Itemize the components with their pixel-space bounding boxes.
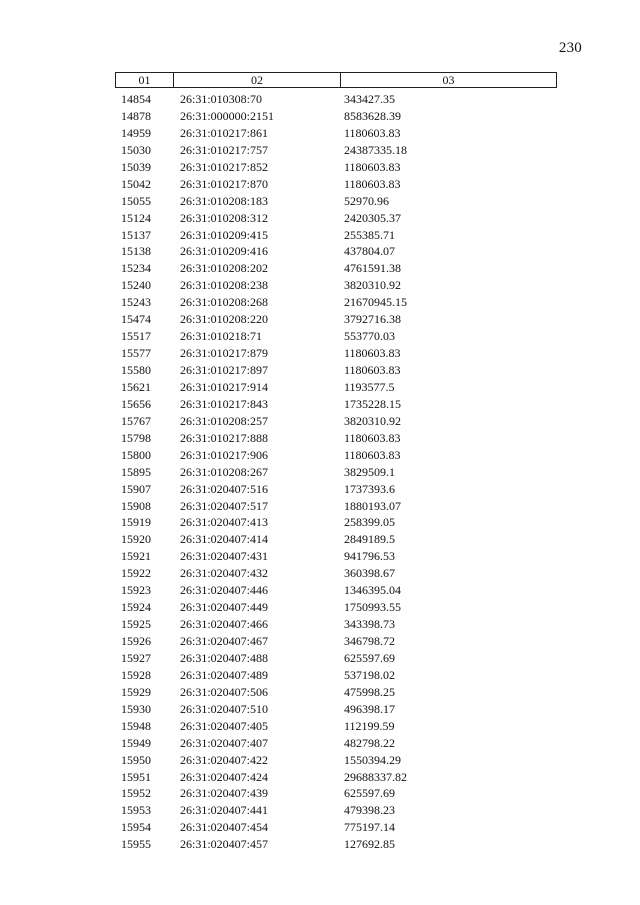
cadastral-number-cell: 26:31:020407:431	[180, 549, 269, 564]
value-cell: 24387335.18	[344, 142, 407, 157]
table-body	[115, 88, 557, 853]
value-cell: 479398.23	[344, 803, 395, 818]
cadastral-number-cell: 26:31:010217:870	[180, 176, 269, 191]
value-cell: 3829509.1	[344, 464, 395, 479]
table-row	[115, 616, 557, 633]
cadastral-number-cell: 26:31:010208:202	[180, 261, 269, 276]
value-cell: 112199.59	[344, 718, 395, 733]
value-cell: 1550394.29	[344, 752, 401, 767]
row-id-cell: 15951	[121, 769, 151, 784]
table-row	[115, 718, 557, 735]
cadastral-number-cell: 26:31:020407:467	[180, 634, 269, 648]
cadastral-number-cell: 26:31:010208:257	[180, 413, 269, 428]
value-cell: 625597.69	[344, 650, 395, 665]
table-row	[115, 243, 557, 260]
value-cell: 3792716.38	[344, 312, 401, 327]
value-cell: 343427.35	[344, 92, 395, 106]
row-id-cell: 15240	[121, 278, 151, 293]
row-id-cell: 15234	[121, 261, 151, 276]
value-cell: 625597.69	[344, 786, 395, 801]
page-number: 230	[558, 40, 582, 56]
value-cell: 1346395.04	[344, 583, 401, 598]
value-cell: 941796.53	[344, 549, 395, 564]
row-id-cell: 15926	[121, 634, 151, 648]
row-id-cell: 14959	[121, 125, 151, 140]
value-cell: 1737393.6	[344, 481, 395, 496]
value-cell: 437804.07	[344, 244, 395, 259]
table-row	[115, 498, 557, 515]
cadastral-number-cell: 26:31:010308:70	[180, 92, 263, 106]
table-row	[115, 277, 557, 294]
row-id-cell: 15920	[121, 532, 151, 547]
row-id-cell: 15039	[121, 159, 151, 174]
value-cell: 1180603.83	[344, 346, 401, 361]
cadastral-number-cell: 26:31:020407:488	[180, 650, 269, 665]
table-row	[115, 430, 557, 447]
cadastral-number-cell: 26:31:010208:183	[180, 193, 269, 208]
value-cell: 475998.25	[344, 684, 395, 699]
value-cell: 482798.22	[344, 735, 395, 750]
table-row	[115, 802, 557, 819]
row-id-cell: 15921	[121, 549, 151, 564]
row-id-cell: 15798	[121, 430, 151, 445]
table-row	[115, 447, 557, 464]
cadastral-number-cell: 26:31:010208:267	[180, 464, 269, 479]
cadastral-number-cell: 26:31:020407:489	[180, 667, 269, 682]
table-row	[115, 311, 557, 328]
cadastral-number-cell: 26:31:010208:312	[180, 210, 269, 225]
row-id-cell: 15577	[121, 346, 151, 361]
cadastral-number-cell: 26:31:020407:405	[180, 718, 269, 733]
table-row	[115, 227, 557, 244]
table-row	[115, 142, 557, 159]
table-row	[115, 108, 557, 125]
value-cell: 255385.71	[344, 227, 395, 242]
cadastral-number-cell: 26:31:010217:906	[180, 447, 269, 462]
table-row	[115, 260, 557, 277]
table-row	[115, 684, 557, 701]
cadastral-number-cell: 26:31:000000:2151	[180, 108, 275, 123]
row-id-cell: 15517	[121, 329, 151, 344]
table-row	[115, 701, 557, 718]
table-row	[115, 752, 557, 769]
value-cell: 1180603.83	[344, 159, 401, 174]
value-cell: 1180603.83	[344, 447, 401, 462]
cadastral-number-cell: 26:31:020407:466	[180, 617, 269, 632]
value-cell: 258399.05	[344, 515, 395, 530]
row-id-cell: 15800	[121, 447, 151, 462]
row-id-cell: 15930	[121, 701, 151, 716]
cadastral-number-cell: 26:31:010217:852	[180, 159, 269, 174]
cadastral-number-cell: 26:31:010217:843	[180, 396, 269, 411]
cadastral-number-cell: 26:31:020407:441	[180, 803, 269, 818]
row-id-cell: 15955	[121, 837, 151, 852]
row-id-cell: 15908	[121, 498, 151, 513]
cadastral-number-cell: 26:31:020407:516	[180, 481, 269, 496]
row-id-cell: 14878	[121, 108, 151, 123]
table-row	[115, 328, 557, 345]
cadastral-number-cell: 26:31:020407:422	[180, 752, 269, 767]
cadastral-number-cell: 26:31:020407:457	[180, 837, 269, 852]
value-cell: 1180603.83	[344, 125, 401, 140]
cadastral-number-cell: 26:31:020407:413	[180, 515, 269, 530]
cadastral-number-cell: 26:31:010208:268	[180, 295, 269, 310]
column-header-03: 03	[442, 73, 455, 87]
table-row	[115, 514, 557, 531]
table-row	[115, 413, 557, 430]
row-id-cell: 15621	[121, 379, 151, 394]
column-header-01: 01	[116, 73, 174, 87]
value-cell: 8583628.39	[344, 108, 401, 123]
table-row	[115, 176, 557, 193]
table-row	[115, 481, 557, 498]
cadastral-number-cell: 26:31:010209:416	[180, 244, 269, 259]
row-id-cell: 15137	[121, 227, 151, 242]
table-row	[115, 464, 557, 481]
table-row	[115, 193, 557, 210]
value-cell: 2849189.5	[344, 532, 395, 547]
cadastral-number-cell: 26:31:020407:446	[180, 583, 269, 598]
value-cell: 1180603.83	[344, 430, 401, 445]
table-row	[115, 819, 557, 836]
cadastral-number-cell: 26:31:010217:757	[180, 142, 269, 157]
cadastral-number-cell: 26:31:020407:432	[180, 566, 269, 581]
value-cell: 1193577.5	[344, 379, 395, 394]
row-id-cell: 15952	[121, 786, 151, 801]
row-id-cell: 15656	[121, 396, 151, 411]
row-id-cell: 15928	[121, 667, 151, 682]
value-cell: 127692.85	[344, 837, 395, 852]
data-table	[115, 72, 557, 853]
cadastral-number-cell: 26:31:020407:407	[180, 735, 269, 750]
cadastral-number-cell: 26:31:010208:220	[180, 312, 269, 327]
cadastral-number-cell: 26:31:020407:506	[180, 684, 269, 699]
row-id-cell: 15042	[121, 176, 151, 191]
cadastral-number-cell: 26:31:020407:510	[180, 701, 269, 716]
value-cell: 2420305.37	[344, 210, 401, 225]
table-row	[115, 836, 557, 853]
cadastral-number-cell: 26:31:020407:449	[180, 600, 269, 615]
table-row	[115, 785, 557, 802]
value-cell: 496398.17	[344, 701, 395, 716]
value-cell: 346798.72	[344, 634, 395, 648]
table-header	[115, 72, 557, 88]
cadastral-number-cell: 26:31:020407:424	[180, 769, 269, 784]
value-cell: 52970.96	[344, 193, 389, 208]
cadastral-number-cell: 26:31:020407:439	[180, 786, 269, 801]
row-id-cell: 15929	[121, 684, 151, 699]
cadastral-number-cell: 26:31:010217:888	[180, 430, 269, 445]
row-id-cell: 15923	[121, 583, 151, 598]
table-row	[115, 565, 557, 582]
value-cell: 3820310.92	[344, 413, 401, 428]
table-row	[115, 548, 557, 565]
value-cell: 1880193.07	[344, 498, 401, 513]
row-id-cell: 15925	[121, 617, 151, 632]
value-cell: 553770.03	[344, 329, 395, 344]
value-cell: 537198.02	[344, 667, 395, 682]
cadastral-number-cell: 26:31:020407:454	[180, 820, 269, 835]
row-id-cell: 15895	[121, 464, 151, 479]
row-id-cell: 15924	[121, 600, 151, 615]
cadastral-number-cell: 26:31:010208:238	[180, 278, 269, 293]
row-id-cell: 15949	[121, 735, 151, 750]
table-row	[115, 294, 557, 311]
row-id-cell: 15767	[121, 413, 151, 428]
row-id-cell: 15580	[121, 363, 151, 377]
table-row	[115, 735, 557, 752]
row-id-cell: 15474	[121, 312, 151, 327]
table-row	[115, 667, 557, 684]
table-row	[115, 531, 557, 548]
table-row	[115, 650, 557, 667]
row-id-cell: 15954	[121, 820, 151, 835]
value-cell: 1180603.83	[344, 176, 401, 191]
value-cell: 4761591.38	[344, 261, 401, 276]
table-row	[115, 633, 557, 650]
table-row	[115, 345, 557, 362]
row-id-cell: 15927	[121, 650, 151, 665]
value-cell: 1750993.55	[344, 600, 401, 615]
table-row	[115, 769, 557, 786]
value-cell: 343398.73	[344, 617, 395, 632]
table-row	[115, 599, 557, 616]
cadastral-number-cell: 26:31:010217:914	[180, 379, 269, 394]
row-id-cell: 15138	[121, 244, 151, 259]
table-row	[115, 125, 557, 142]
cadastral-number-cell: 26:31:010209:415	[180, 227, 269, 242]
row-id-cell: 15030	[121, 142, 151, 157]
row-id-cell: 15953	[121, 803, 151, 818]
row-id-cell: 15922	[121, 566, 151, 581]
cadastral-number-cell: 26:31:020407:414	[180, 532, 269, 547]
row-id-cell: 15919	[121, 515, 151, 530]
table-row	[115, 582, 557, 599]
row-id-cell: 15948	[121, 718, 151, 733]
value-cell: 29688337.82	[344, 769, 407, 784]
table-row	[115, 396, 557, 413]
row-id-cell: 15124	[121, 210, 151, 225]
value-cell: 1180603.83	[344, 363, 401, 377]
cadastral-number-cell: 26:31:010217:861	[180, 125, 269, 140]
cadastral-number-cell: 26:31:010218:71	[180, 329, 263, 344]
row-id-cell: 15907	[121, 481, 151, 496]
table-row	[115, 210, 557, 227]
value-cell: 21670945.15	[344, 295, 407, 310]
table-row	[115, 91, 557, 108]
cadastral-number-cell: 26:31:010217:897	[180, 363, 269, 377]
table-row	[115, 362, 557, 379]
table-row	[115, 159, 557, 176]
row-id-cell: 15950	[121, 752, 151, 767]
value-cell: 360398.67	[344, 566, 395, 581]
table-row	[115, 379, 557, 396]
value-cell: 775197.14	[344, 820, 395, 835]
row-id-cell: 15055	[121, 193, 151, 208]
cadastral-number-cell: 26:31:010217:879	[180, 346, 269, 361]
row-id-cell: 15243	[121, 295, 151, 310]
cadastral-number-cell: 26:31:020407:517	[180, 498, 269, 513]
value-cell: 1735228.15	[344, 396, 401, 411]
column-header-02: 02	[174, 73, 341, 87]
row-id-cell: 14854	[121, 92, 151, 106]
value-cell: 3820310.92	[344, 278, 401, 293]
